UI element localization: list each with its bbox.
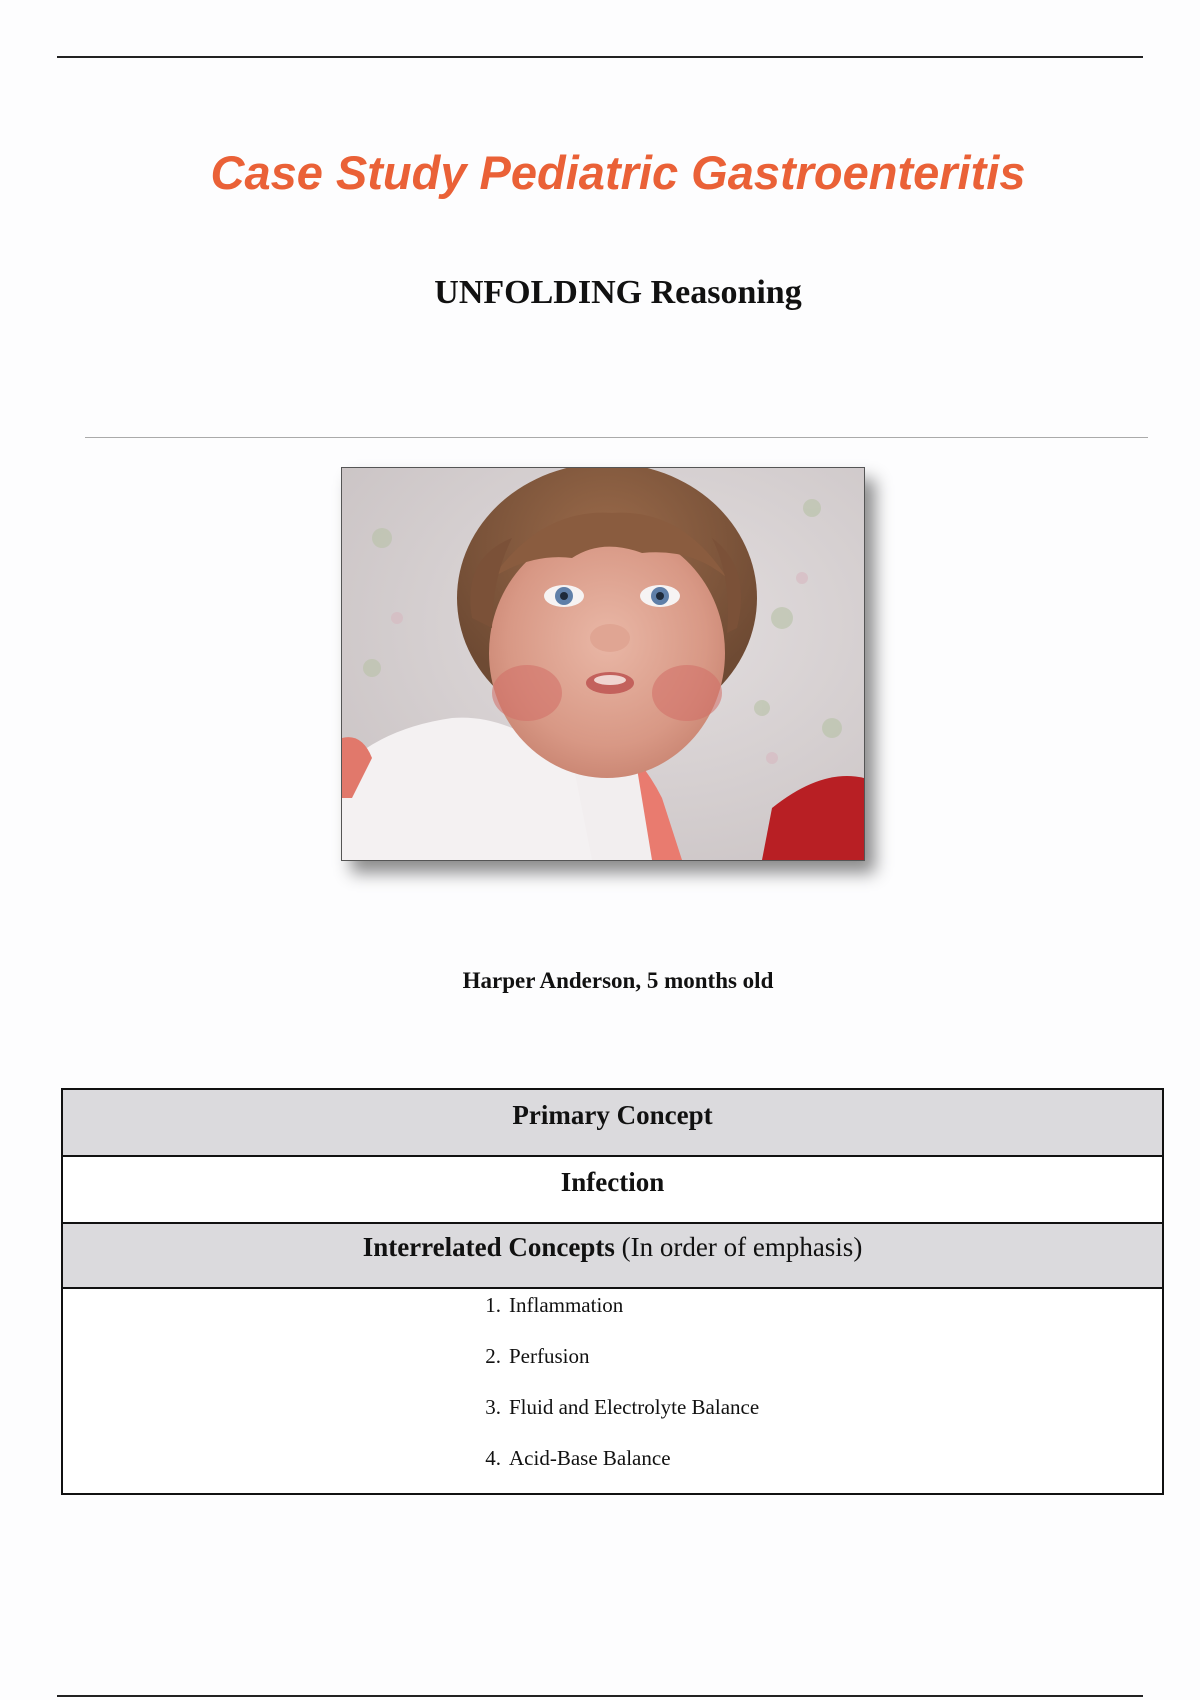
document-subtitle: UNFOLDING Reasoning bbox=[434, 274, 802, 311]
primary-concept-value: Infection bbox=[63, 1157, 1162, 1224]
interrelated-concepts-title: Interrelated Concepts bbox=[362, 1232, 615, 1262]
interrelated-concepts-header bbox=[63, 1224, 1162, 1289]
list-item-label: Perfusion bbox=[509, 1344, 590, 1368]
top-rule bbox=[57, 56, 1143, 58]
list-item-label: Fluid and Electrolyte Balance bbox=[509, 1395, 760, 1419]
list-item-label: Inflammation bbox=[509, 1293, 624, 1317]
section-divider bbox=[85, 437, 1148, 438]
interrelated-concepts-list bbox=[63, 1289, 1162, 1493]
document-title: Case Study Pediatric Gastroenteritis bbox=[210, 146, 1026, 199]
list-item-number: 3. bbox=[485, 1395, 501, 1419]
list-item bbox=[63, 1395, 1162, 1446]
patient-photo bbox=[341, 467, 865, 861]
bottom-rule bbox=[57, 1695, 1143, 1697]
patient-photo-icon bbox=[342, 468, 864, 860]
photo-caption: Harper Anderson, 5 months old bbox=[462, 968, 774, 993]
list-item-number: 2. bbox=[485, 1344, 501, 1368]
concept-table bbox=[61, 1088, 1164, 1495]
primary-concept-header: Primary Concept bbox=[63, 1090, 1162, 1157]
list-item bbox=[63, 1446, 1162, 1497]
list-item bbox=[63, 1293, 1162, 1344]
list-item-number: 4. bbox=[485, 1446, 501, 1470]
list-item-label: Acid-Base Balance bbox=[509, 1446, 671, 1470]
list-item-number: 1. bbox=[485, 1293, 501, 1317]
interrelated-concepts-note: (In order of emphasis) bbox=[621, 1232, 863, 1262]
list-item bbox=[63, 1344, 1162, 1395]
